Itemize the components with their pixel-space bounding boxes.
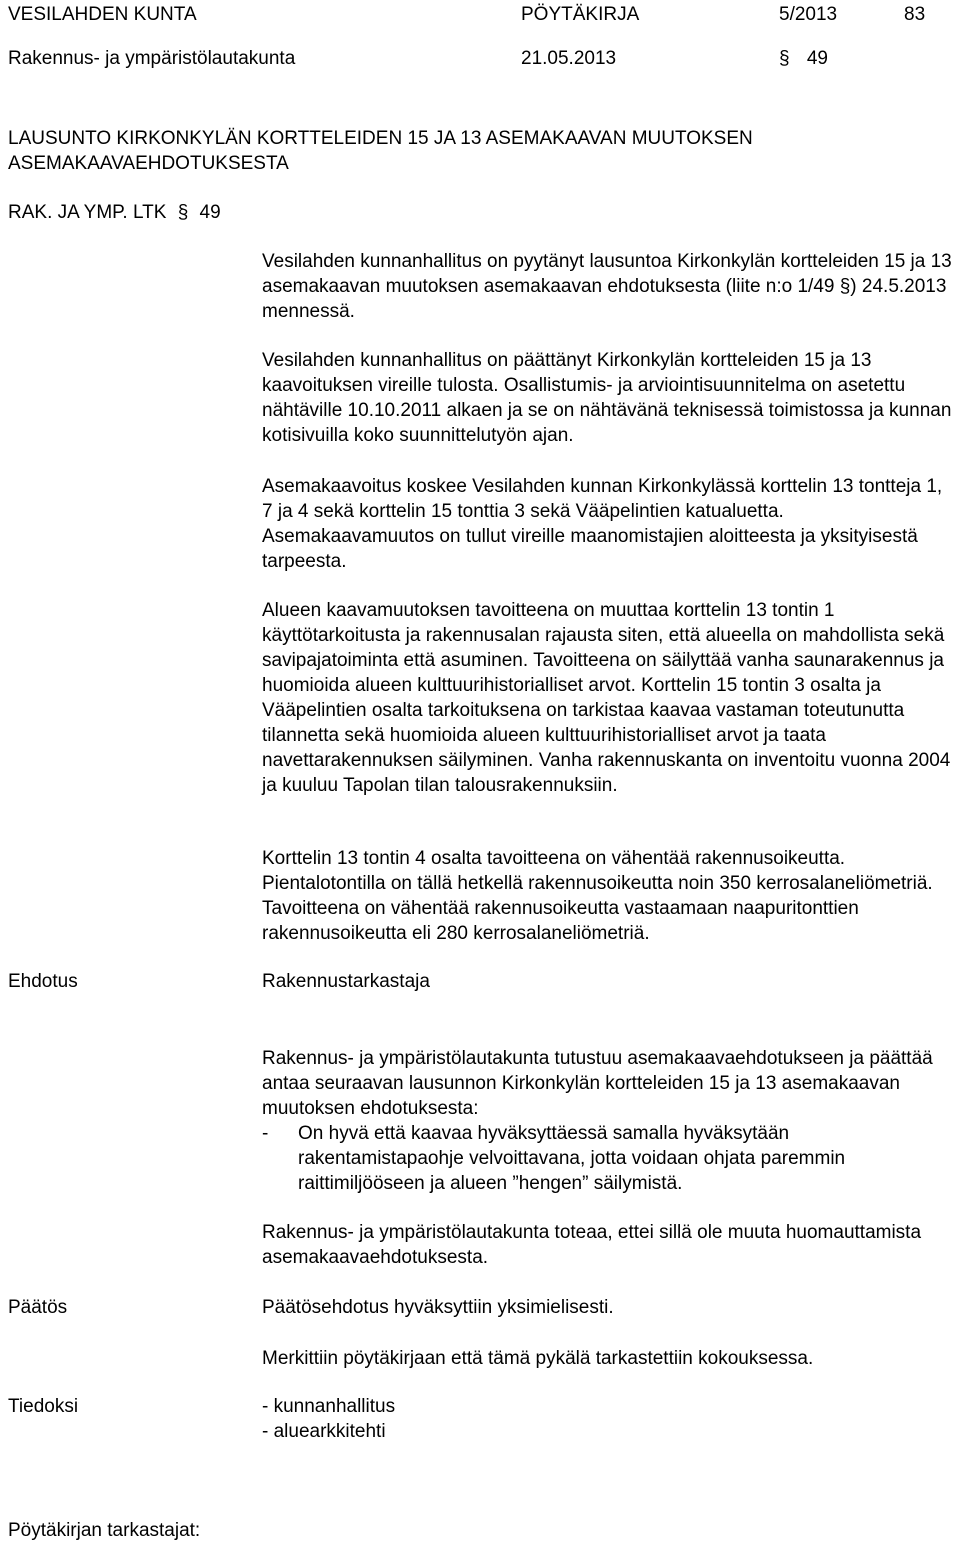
section-symbol: § xyxy=(779,48,790,69)
paragraph-objectives xyxy=(262,598,952,798)
proposal-intro xyxy=(262,1046,952,1121)
paragraph-scope xyxy=(262,474,952,574)
issue-number: 5/2013 xyxy=(779,4,838,25)
proposer xyxy=(262,969,952,994)
decision-note xyxy=(262,1346,952,1371)
paragraph-request xyxy=(262,249,952,324)
reference-symbol: § xyxy=(177,202,189,223)
decision-label: Päätös xyxy=(8,1297,68,1318)
paragraph-initiation xyxy=(262,348,952,448)
list-item-text: On hyvä että kaavaa hyväksyttäessä samalla hyväksytään rakentamistapaohje velvoittavana, jotta voidaan ohjata paremmin raittimiljööseen ja alueen ”hengen” säilymistä. xyxy=(298,1123,846,1194)
info-recipients xyxy=(262,1394,952,1444)
org-name: VESILAHDEN KUNTA xyxy=(8,4,197,25)
paragraph-text: Vesilahden kunnanhallitus on päättänyt Kirkonkylän kortteleiden 15 ja 13 kaavoituksen vireille tulosta. Osallistumis- ja arviointisuunnitelma on asetettu nähtäville 10.10.2011 alkaen ja se on nähtävänä teknisessä toimistossa ja kunnan kotisivuilla koko suunnittelutyön ajan. xyxy=(262,350,952,446)
board-name: Rakennus- ja ympäristölautakunta xyxy=(8,48,296,69)
reference-line xyxy=(8,200,221,225)
paragraph-text: Asemakaavoitus koskee Vesilahden kunnan Kirkonkylässä korttelin 13 tontteja 1, 7 ja 4 sekä korttelin 15 tonttia 3 sekä Vääpelintien katualuetta. Asemakaavamuutos on tullut vireille maanomistajien aloitteesta ja yksityisestä tarpeesta. xyxy=(262,476,943,572)
checkers-label: Pöytäkirjan tarkastajat: xyxy=(8,1520,201,1541)
recipient: - kunnanhallitus xyxy=(262,1396,396,1417)
paragraph-text: Korttelin 13 tontin 4 osalta tavoitteena on vähentää rakennusoikeutta. Pientalotontilla on tällä hetkellä rakennusoikeutta noin 350 kerrosalaneliömetriä. Tavoitteena on vähentää rakennusoikeutta vastaamaan naapuritonttien rakennusoikeutta eli 280 kerrosalaneliömetriä. xyxy=(262,848,933,944)
reference-text: RAK. JA YMP. LTK xyxy=(8,202,167,223)
recipient: - aluearkkitehti xyxy=(262,1421,386,1442)
reference-number: 49 xyxy=(199,202,221,223)
paragraph-text: Alueen kaavamuutoksen tavoitteena on muuttaa korttelin 13 tontin 1 käyttötarkoitusta ja rakennusalan rajausta siten, että alueella on mahdollista sekä savipajatoiminta että asuminen. Tavoitteena on säilyttää vanha saunarakennus ja huomioida alueen kulttuurihistorialliset arvot. Korttelin 15 tontin 3 osalta ja Vääpelintien osalta tarkoituksena on tarkistaa kaavaa vastaman toteutunutta tilannetta sekä huomioida alueen kulttuurihistorialliset arvot ja taata navettarakennuksen säilyminen. Vanha rakennuskanta on inventoitu vuonna 2004 ja kuuluu Tapolan tilan talousrakennuksiin. xyxy=(262,600,951,796)
proposer-title: Rakennustarkastaja xyxy=(262,971,430,992)
page-number: 83 xyxy=(904,4,926,25)
section-number: 49 xyxy=(806,48,828,69)
list-dash: - xyxy=(262,1123,269,1144)
paragraph-text: Vesilahden kunnanhallitus on pyytänyt lausuntoa Kirkonkylän kortteleiden 15 ja 13 asemakaavan muutoksen asemakaavan ehdotuksesta (liite n:o 1/49 §) 24.5.2013 mennessä. xyxy=(262,251,952,322)
decision-text xyxy=(262,1295,952,1320)
proposal-closing xyxy=(262,1220,952,1270)
proposal-intro-text: Rakennus- ja ympäristölautakunta tutustuu asemakaavaehdotukseen ja päättää antaa seuraavan lausunnon Kirkonkylän kortteleiden 15 ja 13 asemakaavan muutoksen ehdotuksesta: xyxy=(262,1048,933,1119)
doc-type: PÖYTÄKIRJA xyxy=(521,4,640,25)
title-line-2: ASEMAKAAVAEHDOTUKSESTA xyxy=(8,153,289,174)
section-ref xyxy=(779,46,828,71)
decision-note-line: Merkittiin pöytäkirjaan että tämä pykälä tarkastettiin kokouksessa. xyxy=(262,1348,814,1369)
paragraph-building-rights xyxy=(262,846,952,946)
proposal-label: Ehdotus xyxy=(8,971,78,992)
list-item xyxy=(262,1121,952,1196)
info-label: Tiedoksi xyxy=(8,1396,79,1417)
meeting-date: 21.05.2013 xyxy=(521,48,617,69)
title-line-1: LAUSUNTO KIRKONKYLÄN KORTTELEIDEN 15 JA 13 ASEMAKAAVAN MUUTOKSEN xyxy=(8,128,753,149)
proposal-closing-text: Rakennus- ja ympäristölautakunta toteaa, ettei sillä ole muuta huomauttamista asemakaavaehdotuksesta. xyxy=(262,1222,922,1268)
proposal-list xyxy=(262,1121,952,1196)
decision-line: Päätösehdotus hyväksyttiin yksimielisesti. xyxy=(262,1297,614,1318)
